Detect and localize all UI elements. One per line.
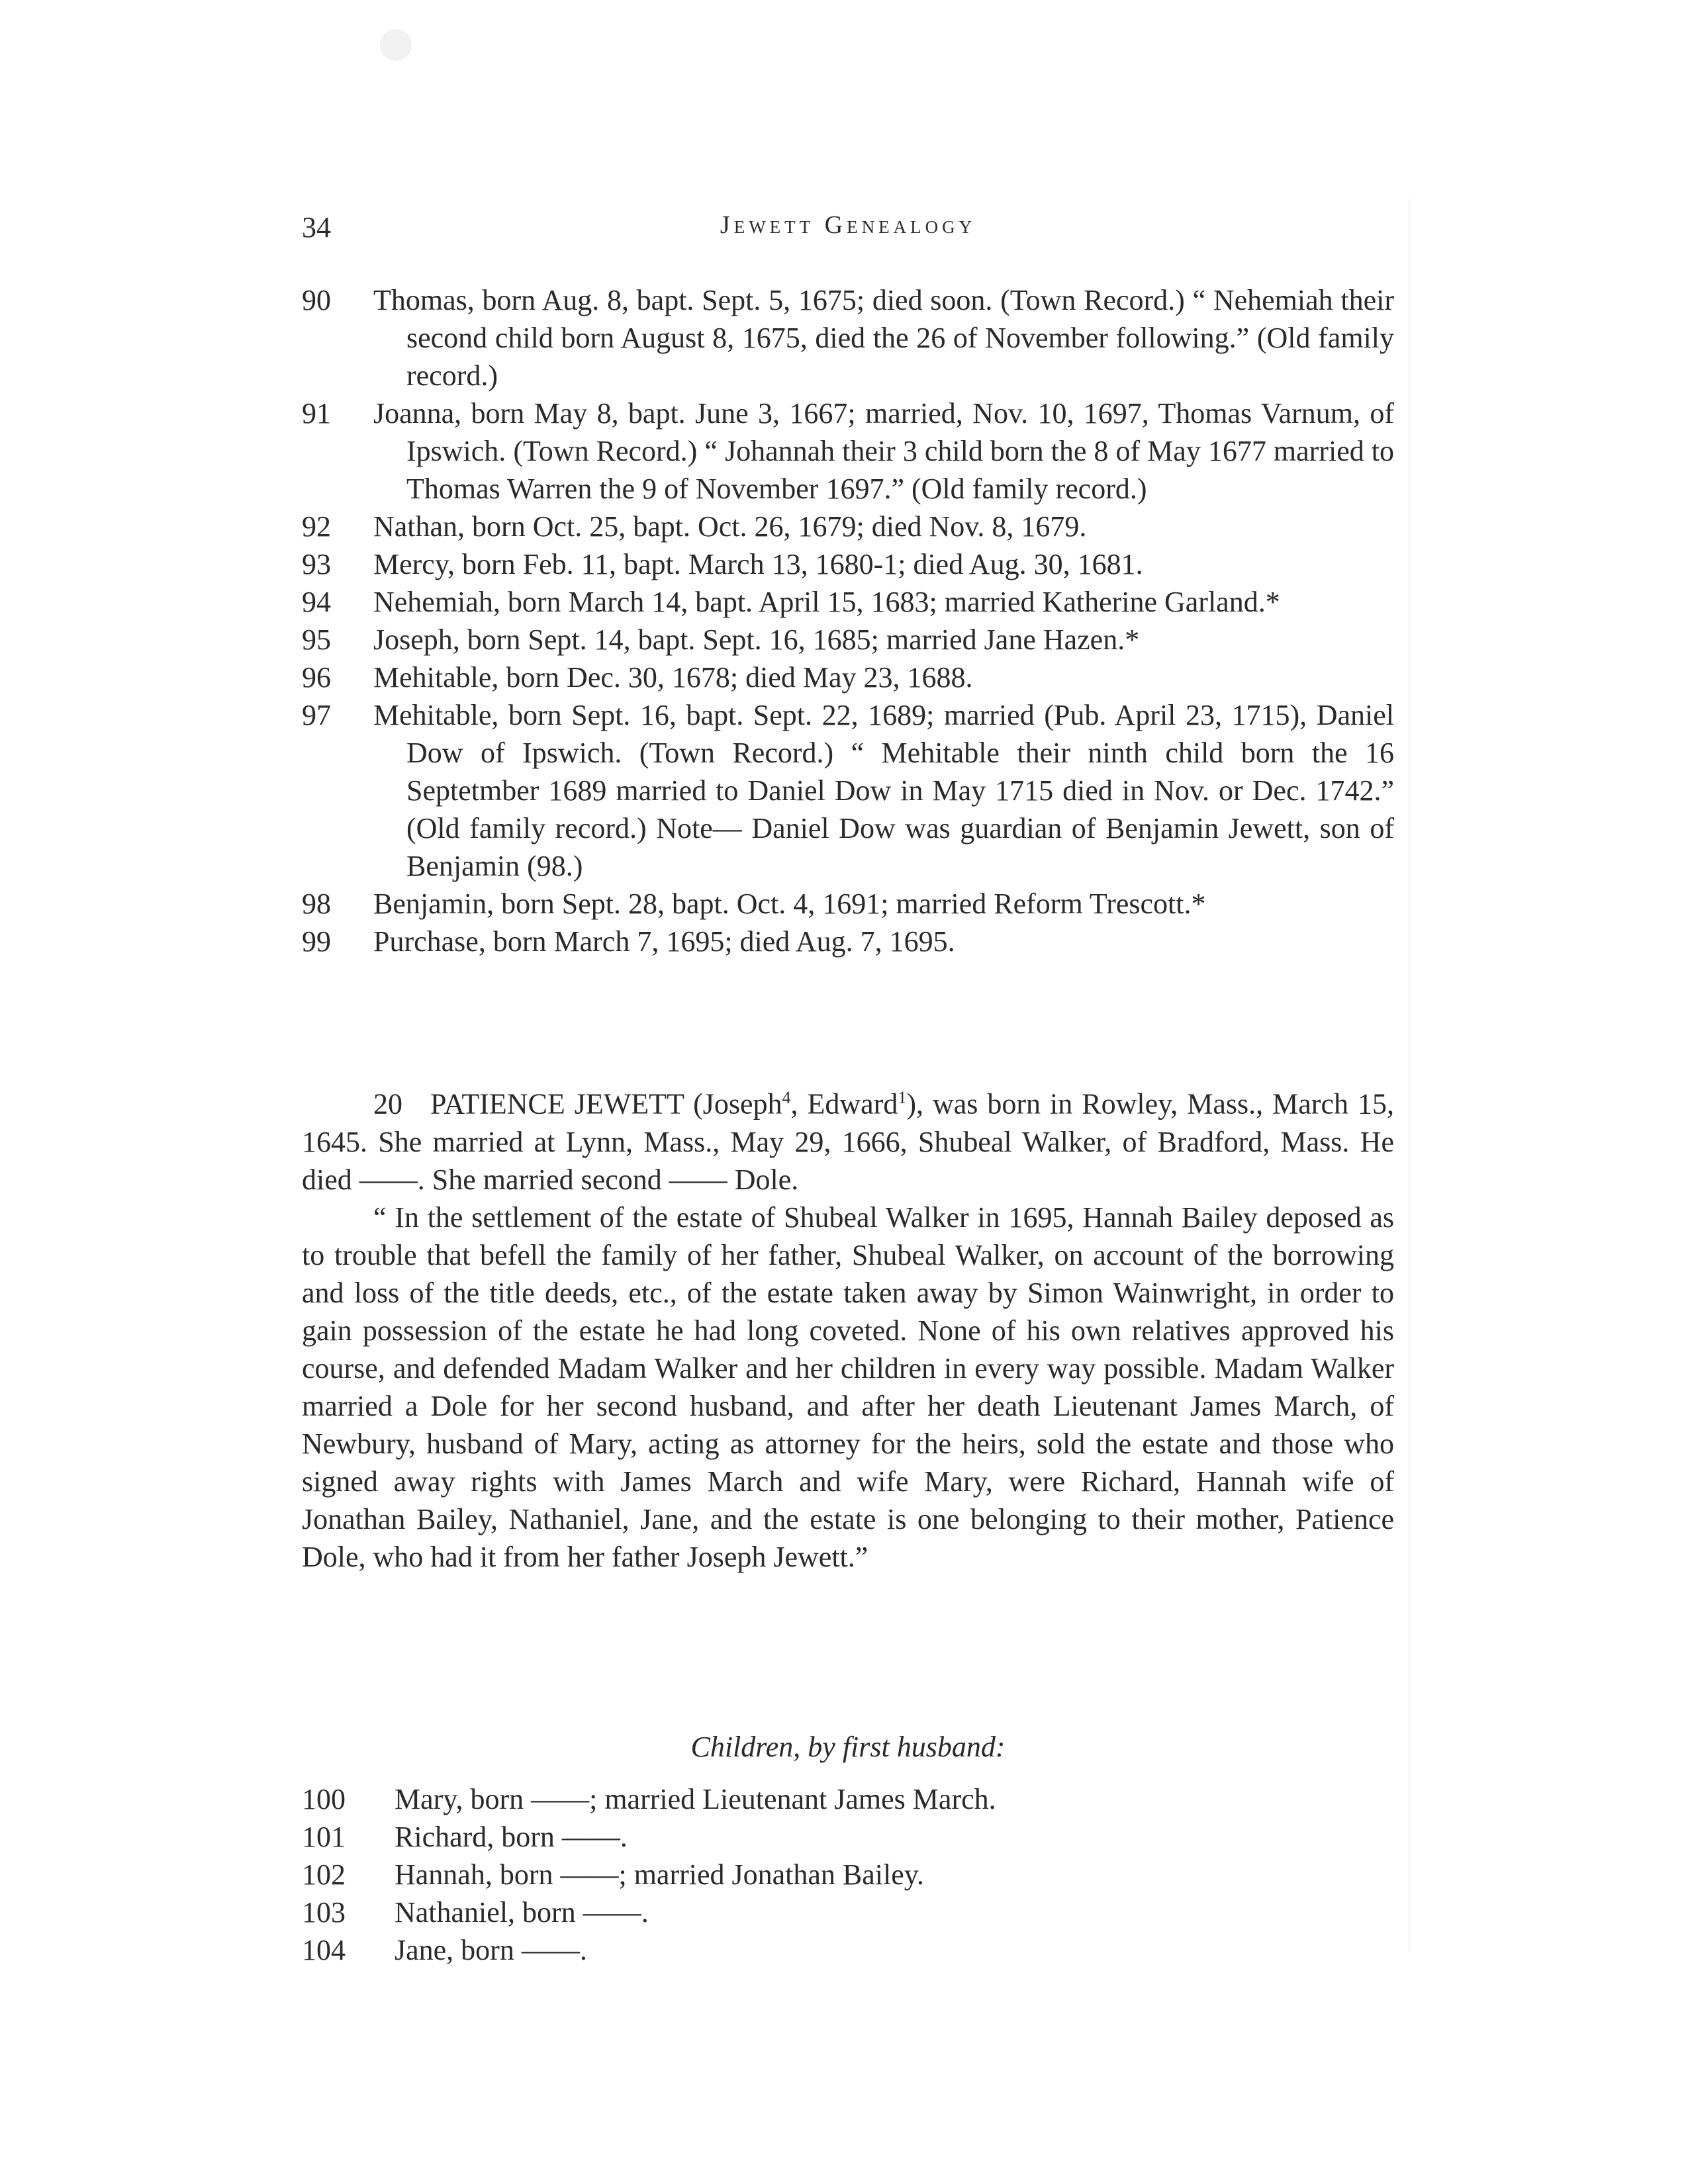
entry-row <box>302 659 1394 696</box>
entry-number: 92 <box>302 510 331 543</box>
child-row <box>302 1931 1394 1969</box>
entry-row <box>302 696 1394 885</box>
child-row <box>302 1856 1394 1893</box>
entry-text: Mehitable, born Dec. 30, 1678; died May 23, 1688. <box>373 661 973 694</box>
children-heading: Children, by first husband: <box>690 1731 1006 1763</box>
entry-number: 90 <box>302 284 331 316</box>
child-number: 102 <box>302 1858 346 1891</box>
scan-edge-shadow <box>1409 199 1410 1952</box>
child-number: 101 <box>302 1821 346 1853</box>
child-text: Hannah, born ——; married Jonathan Bailey. <box>395 1858 924 1891</box>
child-text: Richard, born ——. <box>395 1821 628 1853</box>
entry-row <box>302 885 1394 923</box>
entry-text: Benjamin, born Sept. 28, bapt. Oct. 4, 1691; married Reform Trescott.* <box>373 887 1206 920</box>
person-name: PATIENCE JEWETT <box>430 1087 684 1120</box>
entry-number: 96 <box>302 661 331 694</box>
entry-number: 95 <box>302 623 331 656</box>
child-text: Nathaniel, born ——. <box>395 1896 649 1929</box>
entry-row <box>302 545 1394 583</box>
child-row <box>302 1780 1394 1818</box>
child-number: 100 <box>302 1783 346 1815</box>
generation-superscript: 4 <box>782 1088 791 1107</box>
person-number: 20 <box>373 1087 402 1120</box>
entry-text: Thomas, born Aug. 8, bapt. Sept. 5, 1675; died soon. (Town Record.) “ Nehemiah their second child born August 8, 1675, died the 26 of November following.” (Old family record.) <box>373 284 1394 392</box>
child-number: 104 <box>302 1934 346 1966</box>
scan-smudge <box>380 29 412 61</box>
entry-text: Joanna, born May 8, bapt. June 3, 1667; married, Nov. 10, 1697, Thomas Varnum, of Ipswich. (Town Record.) “ Johannah their 3 child born the 8 of May 1677 married to Thomas Warren the 9 of November 1697.” (Old family record.) <box>373 397 1394 505</box>
entry-text: Joseph, born Sept. 14, bapt. Sept. 16, 1685; married Jane Hazen.* <box>373 623 1140 656</box>
child-text: Mary, born ——; married Lieutenant James March. <box>395 1783 996 1815</box>
generation-superscript: 1 <box>898 1088 907 1107</box>
entry-row <box>302 394 1394 508</box>
entry-number: 91 <box>302 397 331 430</box>
child-row <box>302 1818 1394 1856</box>
entry-list <box>302 281 1394 960</box>
patience-intro-text: ), was born in Rowley, Mass., March 15, 1645. She married at Lynn, Mass., May 29, 1666, Shubeal Walker, of Bradford, Mass. He died ——. She married second —— Dole. <box>302 1087 1394 1196</box>
child-text: Jane, born ——. <box>395 1934 587 1966</box>
entry-number: 93 <box>302 548 331 580</box>
child-number: 103 <box>302 1896 346 1929</box>
entry-text: Mehitable, born Sept. 16, bapt. Sept. 22, 1689; married (Pub. April 23, 1715), Daniel Dow of Ipswich. (Town Record.) “ Mehitable their ninth child born the 16 Septetmber 1689 married to Daniel Dow in May 1715 died in Nov. or Dec. 1742.” (Old family record.) Note— Daniel Dow was guardian of Benjamin Jewett, son of Benjamin (98.) <box>373 699 1394 882</box>
entry-row <box>302 508 1394 545</box>
patience-jewett-section <box>302 1079 1394 1576</box>
entry-number: 97 <box>302 699 331 731</box>
page-number: 34 <box>302 211 331 244</box>
entry-text: Nathan, born Oct. 25, bapt. Oct. 26, 1679; died Nov. 8, 1679. <box>373 510 1087 543</box>
entry-text: Purchase, born March 7, 1695; died Aug. 7, 1695. <box>373 925 955 958</box>
entry-row <box>302 281 1394 394</box>
entry-number: 99 <box>302 925 331 958</box>
lineage-open: (Joseph <box>684 1087 782 1120</box>
entry-row <box>302 621 1394 659</box>
settlement-quote-paragraph: “ In the settlement of the estate of Shubeal Walker in 1695, Hannah Bailey deposed as to trouble that befell the family of her father, Shubeal Walker, on account of the borrowing and loss of the title deeds, etc., of the estate taken away by Simon Wainwright, in order to gain possession of the estate he had long coveted. None of his own relatives approved his course, and defended Madam Walker and her children in every way possible. Madam Walker married a Dole for her second husband, and after her death Lieutenant James March, of Newbury, husband of Mary, acting as attorney for the heirs, sold the estate and those who signed away rights with James March and wife Mary, were Richard, Hannah wife of Jonathan Bailey, Nathaniel, Jane, and the estate is one belonging to their mother, Patience Dole, who had it from her father Joseph Jewett.” <box>302 1201 1394 1573</box>
entry-row <box>302 583 1394 621</box>
children-list <box>302 1780 1394 1969</box>
entry-row <box>302 923 1394 960</box>
entry-text: Mercy, born Feb. 11, bapt. March 13, 1680-1; died Aug. 30, 1681. <box>373 548 1143 580</box>
entry-number: 98 <box>302 887 331 920</box>
running-head: Jewett Genealogy <box>720 211 976 239</box>
patience-intro-paragraph <box>302 1079 1394 1199</box>
page-header <box>302 210 1394 250</box>
entry-number: 94 <box>302 586 331 618</box>
entry-text: Nehemiah, born March 14, bapt. April 15, 1683; married Katherine Garland.* <box>373 586 1280 618</box>
child-row <box>302 1893 1394 1931</box>
lineage-middle: , Edward <box>790 1087 898 1120</box>
